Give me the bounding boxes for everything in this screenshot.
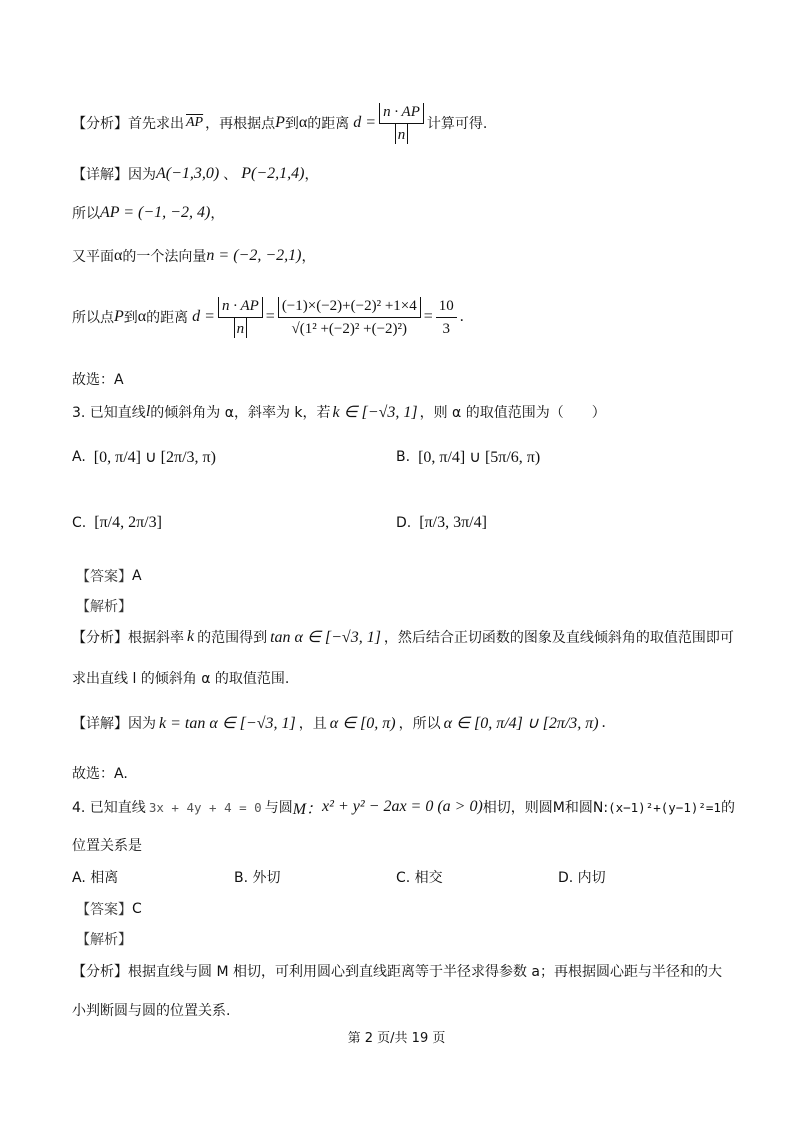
point-a: A(−1,3,0) — [156, 165, 220, 182]
slope-condition: k ∈ [−√3, 1] — [332, 404, 418, 421]
vector-ap-eq: AP = (−1, −2, 4) — [100, 204, 211, 221]
distance-formula-lhs: d = — [353, 114, 377, 131]
q3-analysis-line2: 求出直线 l 的倾斜角 α 的取值范围. — [72, 671, 290, 687]
q3-option-b: B. [0, π/4] ∪ [5π/6, π) — [396, 449, 541, 466]
normal-vector-line: 又平面 α 的一个法向量 n = (−2, −2,1) ， — [72, 247, 316, 265]
distance-fraction-1: $\frac{n \cdot AP}{n}$ — [218, 297, 263, 338]
q3-detail: 【详解】 因为 k = tan α ∈ [−√3, 1] ，且 α ∈ [0, π) ，所以 α ∈ [0, π/4] ∪ [2π/3, π) . — [72, 714, 606, 732]
q4-analysis: 【分析】 根据直线与圆 M 相切，可利用圆心到直线距离等于半径求得参数 a；再根据圆心距与半径和的大 — [72, 964, 723, 980]
question-3-stem: 3. 已知直线 l 的倾斜角为 α，斜率为 k，若 k ∈ [−√3, 1] ，则 α 的取值范围为（ ） — [72, 403, 606, 421]
q3-answer: 【答案】 A — [76, 568, 142, 585]
point-p: P(−2,1,4) — [241, 165, 305, 182]
q4-solution-tag: 【解析】 — [76, 932, 132, 948]
q3-option-a: A. [0, π/4] ∪ [2π/3, π) — [72, 449, 216, 466]
tangent-line-eq: 3x + 4y + 4 = 0 — [148, 799, 262, 815]
q4-answer: 【答案】 C — [76, 901, 142, 918]
q3-option-c: C. [π/4, 2π/3] — [72, 514, 162, 531]
q4-option-d: D. 内切 — [558, 870, 606, 886]
distance-fraction-2: $\frac{\text{(−1)×(−2)+(−2)² +1×4}}{\text{√(1² +(−2)² +(−2)²)}}$ — [278, 297, 421, 338]
q3-analysis: 【分析】 根据斜率 k 的范围得到 tan α ∈ [−√3, 1] ，然后结合正切函数的图象及直线倾斜角的取值范围即可 — [72, 628, 734, 646]
circle-n-eq: (x−1)²+(y−1)²=1 — [608, 799, 721, 815]
q4-analysis-line2: 小判断圆与圆的位置关系. — [72, 1003, 231, 1019]
analysis-paragraph-1: 【分析】 首先求出 $\overline{AP}$ ，再根据点 P 到 α 的距离 d = $\frac{n \cdot AP}{n}$ 计算可得. — [72, 103, 488, 143]
vector-ap-line: 所以 AP = (−1, −2, 4) ， — [72, 204, 225, 222]
detail-tag: 【详解】 — [72, 167, 128, 183]
page-footer: 第 2 页/共 19 页 — [347, 1031, 446, 1046]
detail-paragraph-1: 【详解】 因为 A(−1,3,0) 、 P(−2,1,4) ， — [72, 165, 319, 183]
circle-m-eq: x² + y² − 2ax = 0 (a > 0) — [322, 798, 483, 815]
normal-vector-eq: n = (−2, −2,1) — [206, 247, 302, 264]
analysis-tag: 【分析】 — [72, 116, 128, 132]
distance-formula: $\frac{n \cdot AP}{n}$ — [379, 103, 424, 144]
q4-option-a: A. 相离 — [72, 870, 119, 886]
distance-result: $\frac{10}{3}$ — [436, 297, 457, 338]
question-4-stem-line2: 位置关系是 — [72, 838, 142, 854]
q3-solution-tag: 【解析】 — [76, 599, 132, 615]
choice-conclusion-2: 故选：A — [72, 372, 124, 388]
q3-choice-conclusion: 故选：A. — [72, 766, 128, 782]
vector-ap: $\overline{AP}$ — [186, 115, 204, 130]
q4-option-b: B. 外切 — [234, 870, 281, 886]
q4-option-c: C. 相交 — [396, 870, 443, 886]
q3-option-d: D. [π/3, 3π/4] — [396, 514, 487, 531]
distance-computation: 所以点 P 到 α 的距离 d = $\frac{n \cdot AP}{n}$ = $\frac{\text{(−1)×(−2)+(−2)² +1×4}}{\text{√(1² +(−2)² +(−2)²)}}$ = $\frac{10}{3}$ . — [72, 297, 464, 337]
question-4-stem: 4. 已知直线 3x + 4y + 4 = 0 与圆 M： x² + y² − 2ax = 0 (a > 0) 相切，则圆M和圆N: (x−1)²+(y−1)²=1 的 — [72, 798, 735, 818]
